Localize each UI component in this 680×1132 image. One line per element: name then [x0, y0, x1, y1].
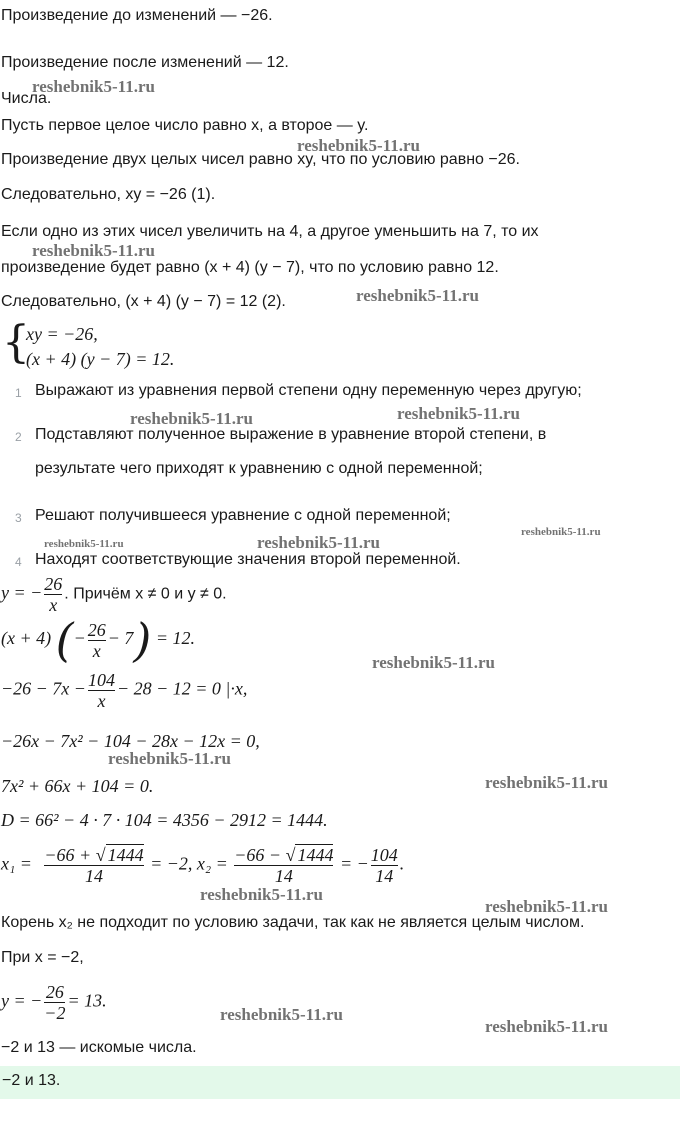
math-part: y = −: [1, 990, 43, 1011]
step-number: 4: [15, 555, 22, 569]
watermark: reshebnik5-11.ru: [485, 773, 608, 792]
fraction-denominator: x: [44, 594, 62, 615]
text-change-b: произведение будет равно (x + 4) (y − 7), что по условию равно 12.: [1, 259, 499, 276]
math-line-d1: −26x − 7x² − 104 − 28x − 12x = 0,: [1, 731, 260, 751]
watermark: reshebnik5-11.ru: [200, 885, 323, 904]
watermark: reshebnik5-11.ru: [356, 286, 479, 305]
math-expanded: [1, 670, 247, 711]
math-part: = −2, x₂ =: [150, 853, 228, 874]
watermark: reshebnik5-11.ru: [130, 409, 253, 428]
fraction-denominator: 14: [44, 865, 143, 886]
math-part: −66 −: [234, 845, 286, 865]
watermark: reshebnik5-11.ru: [521, 526, 601, 538]
fraction-numerator: 104: [87, 670, 115, 690]
math-y-expression: [1, 574, 227, 615]
text-eq2: Следовательно, (x + 4) (y − 7) = 12 (2).: [1, 293, 286, 310]
fraction-denominator: x: [88, 640, 106, 661]
step-text: Подставляют полученное выражение в уравнение второй степени, в: [35, 426, 547, 443]
system-eq-2: (x + 4) (y − 7) = 12.: [26, 349, 175, 369]
watermark: reshebnik5-11.ru: [220, 1005, 343, 1024]
fraction: [371, 845, 398, 886]
math-y-result: [1, 982, 107, 1023]
text-result: −2 и 13 — искомые числа.: [1, 1039, 197, 1056]
watermark: reshebnik5-11.ru: [44, 538, 124, 550]
sqrt-radicand: 1444: [297, 845, 334, 865]
fraction-numerator: 26: [45, 982, 64, 1002]
math-part: = 12.: [155, 628, 195, 649]
step-number: 3: [15, 511, 22, 525]
text-numbers: Числа.: [1, 90, 52, 107]
watermark: reshebnik5-11.ru: [32, 241, 155, 260]
watermark: reshebnik5-11.ru: [485, 897, 608, 916]
text-change-a: Если одно из этих чисел увеличить на 4, а другое уменьшить на 7, то их: [1, 223, 539, 240]
watermark: reshebnik5-11.ru: [372, 653, 495, 672]
fraction-numerator: 26: [44, 574, 63, 594]
text-root-note: Корень x₂ не подходит по условию задачи, так как не является целым числом.: [1, 914, 585, 931]
fraction-numerator: 104: [370, 845, 398, 865]
fraction-numerator: −66 + √ 1444: [44, 845, 144, 865]
math-part: .: [399, 853, 405, 874]
left-paren: (: [55, 613, 74, 667]
right-paren: ): [133, 613, 152, 667]
math-substitution: [1, 613, 195, 667]
step-text: Решают получившееся уравнение с одной переменной;: [35, 507, 451, 524]
fraction: [234, 845, 333, 886]
text-eq1: Следовательно, xy = −26 (1).: [1, 186, 216, 203]
math-part: y = −: [1, 582, 43, 603]
answer-text: −2 и 13.: [2, 1072, 61, 1089]
fraction-numerator: 26: [87, 619, 106, 640]
system-brace: {: [2, 317, 30, 368]
fraction: [44, 845, 143, 886]
fraction-denominator: x: [88, 690, 115, 711]
math-part: (x + 4): [1, 628, 52, 649]
watermark: reshebnik5-11.ru: [108, 749, 231, 768]
fraction: [88, 670, 115, 711]
math-part: − 28 − 12 = 0 |·x,: [116, 678, 248, 699]
fraction-denominator: −2: [44, 1003, 66, 1023]
math-part: = −: [339, 853, 369, 874]
step-number: 2: [15, 430, 22, 444]
sqrt-radicand: 1444: [107, 845, 144, 865]
step-text: Находят соответствующие значения второй переменной.: [35, 551, 461, 568]
math-part: x₁ =: [1, 853, 32, 874]
math-part: −66 +: [44, 845, 96, 865]
system-eq-1: xy = −26,: [26, 324, 98, 344]
math-part: = 13.: [67, 990, 107, 1011]
step-text: результате чего приходят к уравнению с одной переменной;: [35, 460, 483, 477]
watermark: reshebnik5-11.ru: [485, 1017, 608, 1036]
math-roots: [1, 845, 404, 886]
fraction: [88, 620, 106, 661]
text-product: Произведение двух целых чисел равно xy, что по условию равно −26.: [1, 151, 520, 168]
math-part: −: [73, 628, 86, 649]
fraction: [44, 574, 62, 615]
text-at-x: При x = −2,: [1, 949, 84, 966]
watermark: reshebnik5-11.ru: [297, 136, 420, 155]
fraction-denominator: 14: [234, 865, 333, 886]
math-discriminant: D = 66² − 4 · 7 · 104 = 4356 − 2912 = 1444.: [1, 810, 328, 830]
step-text: Выражают из уравнения первой степени одну переменную через другую;: [35, 382, 582, 399]
watermark: reshebnik5-11.ru: [397, 404, 520, 423]
step-number: 1: [15, 386, 22, 400]
watermark: reshebnik5-11.ru: [32, 77, 155, 96]
watermark: reshebnik5-11.ru: [257, 533, 380, 552]
math-part: − 7: [107, 628, 134, 649]
fraction-numerator: −66 − √ 1444: [234, 845, 334, 865]
math-part: . Причём x ≠ 0 и y ≠ 0.: [64, 585, 227, 603]
math-line-d2: 7x² + 66x + 104 = 0.: [1, 776, 154, 796]
text-after: Произведение после изменений — 12.: [1, 54, 289, 71]
fraction: [44, 982, 65, 1023]
answer-box: [0, 1066, 680, 1099]
math-part: −26 − 7x −: [1, 678, 86, 699]
fraction-denominator: 14: [371, 865, 398, 886]
text-before: Произведение до изменений — −26.: [1, 7, 273, 24]
text-let-xy: Пусть первое целое число равно x, а второе — y.: [1, 117, 369, 134]
